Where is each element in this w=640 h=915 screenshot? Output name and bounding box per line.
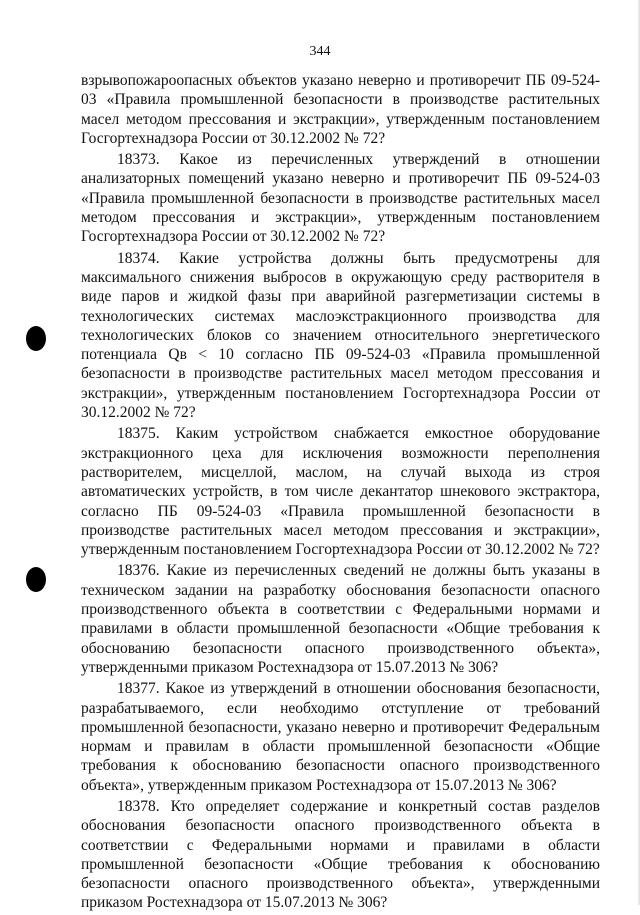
page-number: 344 [309, 44, 331, 59]
question-18378: 18378. Кто определяет содержание и конкретный состав разделов обоснования безопасности опасного производственного объекта в соответствии с Федеральными нормами и правилами в области промышленной безопасности «Общие требования к обоснованию безопасности опасного производственного объекта», утвержденными приказом Ростехнадзора от 15.07.2013 № 306? [81, 797, 600, 912]
document-body [81, 71, 600, 915]
question-18376: 18376. Какие из перечисленных сведений не должны быть указаны в техническом задании на разработку обоснования безопасности опасного производственного объекта в соответствии с Федеральными нормами и правилами в области промышленной безопасности «Общие требования к обоснованию безопасности опасного производственного объекта», утвержденными приказом Ростехнадзора от 15.07.2013 № 306? [81, 562, 600, 676]
punch-hole-mark [26, 567, 46, 592]
question-18375: 18375. Каким устройством снабжается емкостное оборудование экстракционного цеха для исключения возможности переполнения растворителем, мисцеллой, маслом, на случай выхода из строя автоматических устройств, в том числе декантатор шнекового экстрактора, согласно ПБ 09-524-03 «Правила промышленной безопасности в производстве растительных масел методом прессования и экстракции», утвержденным постановлением Госгортехнадзора России от 30.12.2002 № 72? [81, 425, 600, 559]
punch-hole-mark [26, 326, 46, 351]
question-18374: 18374. Какие устройства должны быть предусмотрены для максимального снижения выбросов в окружающую среду растворителя в виде паров и жидкой фазы при аварийной разгерметизации системы в технологических системах маслоэкстракционного производства для технологических блоков со значением относительного энергетического потенциала Qв < 10 согласно ПБ 09-524-03 «Правила промышленной безопасности в производстве растительных масел методом прессования и экстракции», утвержденным постановлением Госгортехнадзора России от 30.12.2002 № 72? [81, 249, 600, 422]
continued-paragraph: взрывопожароопасных объектов указано неверно и противоречит ПБ 09-524-03 «Правила промышленной безопасности в производстве растительных масел методом прессования и экстракции», утвержденным постановлением Госгортехнадзора России от 30.12.2002 № 72? [81, 72, 600, 147]
question-18373: 18373. Какое из перечисленных утверждений в отношении анализаторных помещений указано неверно и противоречит ПБ 09-524-03 «Правила промышленной безопасности в производстве растительных масел методом прессования и экстракции», утвержденным постановлением Госгортехнадзора России от 30.12.2002 № 72? [81, 151, 600, 246]
question-18377: 18377. Какое из утверждений в отношении обоснования безопасности, разрабатываемого, если необходимо отступление от требований промышленной безопасности, указано неверно и противоречит Федеральным нормам и правилам в области промышленной безопасности «Общие требования к обоснованию безопасности опасного производственного объекта», утвержденным приказом Ростехнадзора от 15.07.2013 № 306? [81, 680, 600, 794]
